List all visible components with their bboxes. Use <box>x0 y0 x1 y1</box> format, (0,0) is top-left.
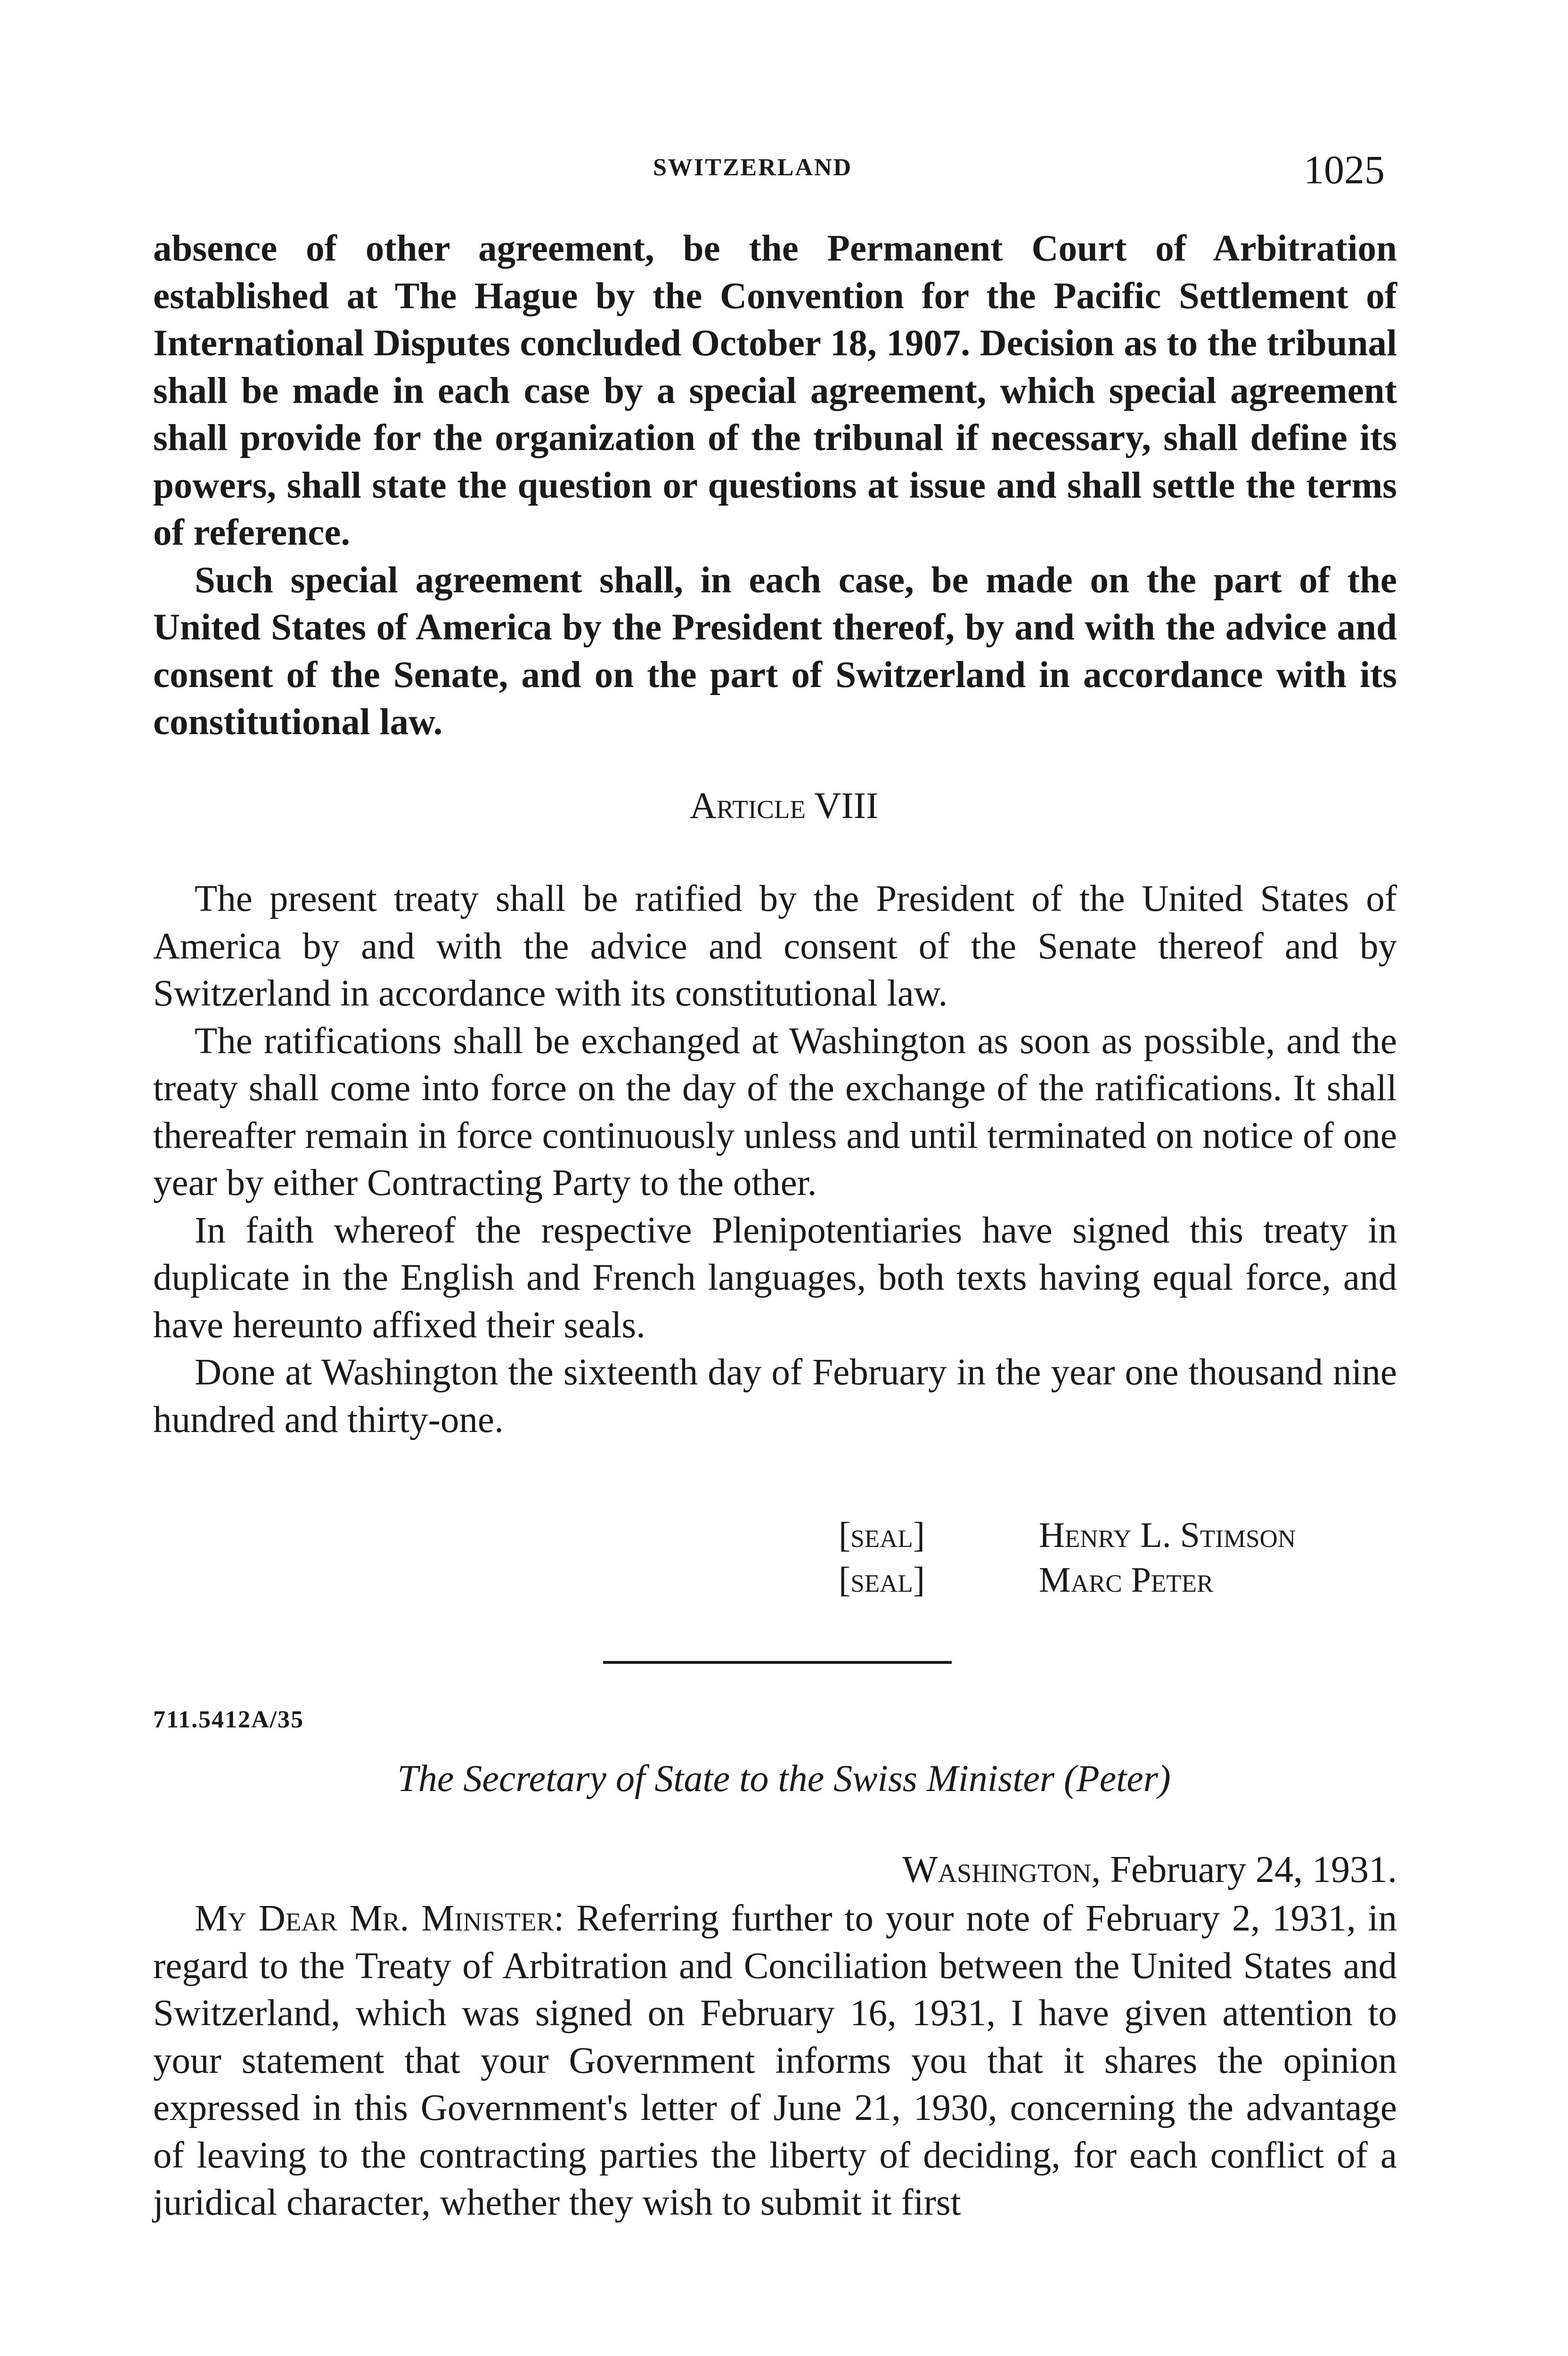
letter-body: Referring further to your note of February 2, 1931, in regard to the Treaty of Arbitration and Conciliation between the United States and Switzerland, which was signed on February 16, 1931, I have given attention to your statement that your Government informs you that it shares the opinion expressed in this Government's letter of June 21, 1930, concerning the advantage of leaving to the contracting parties the liberty of deciding, for each conflict of a juridical character, whether they wish to submit it first <box>153 1898 1397 2223</box>
treaty-text-top <box>153 225 1397 746</box>
paragraph-ratification: The present treaty shall be ratified by the President of the United States of America by and with the advice and consent of the Senate thereof and by Switzerland in accordance with its constitutional law. <box>153 878 1397 1014</box>
signatory-name: Marc Peter <box>1039 1560 1214 1600</box>
paragraph-continuation: absence of other agreement, be the Permanent Court of Arbitration established at The Hague by the Convention for the Pacific Settlement of International Disputes concluded October 18, 1907. Decision as to the tribunal shall be made in each case by a special agreement, which special agreement shall provide for the organization of the tribunal if necessary, shall define its powers, shall state the question or questions at issue and shall settle the terms of reference. <box>153 228 1397 553</box>
salutation: My Dear Mr. Minister: <box>195 1898 564 1939</box>
signatory-name: Henry L. Stimson <box>1039 1515 1296 1555</box>
running-head <box>0 147 1568 192</box>
section-divider <box>603 1661 952 1664</box>
seal-label: [seal] <box>839 1515 925 1555</box>
paragraph-special-agreement: Such special agreement shall, in each case, be made on the part of the United States of America by the President thereof, by and with the advice and consent of the Senate, and on the part of Switzerland in accordance with its constitutional law. <box>153 559 1397 743</box>
signature-row <box>839 1515 925 1556</box>
letter-text <box>153 1895 1397 2227</box>
file-number: 711.5412A/35 <box>153 1706 304 1733</box>
paragraph-in-faith: In faith whereof the respective Plenipotentiaries have signed this treaty in duplicate in the English and French languages, both texts having equal force, and have hereunto affixed their seals. <box>153 1210 1397 1346</box>
letter-paragraph <box>153 1895 1397 2227</box>
running-title: SWITZERLAND <box>653 154 853 181</box>
page-number: 1025 <box>1304 147 1385 192</box>
article-text <box>153 875 1397 1444</box>
signature-row <box>839 1560 925 1601</box>
seal-label: [seal] <box>839 1560 925 1600</box>
dateline-date: , February 24, 1931. <box>1091 1849 1397 1890</box>
paragraph-done-at: Done at Washington the sixteenth day of February in the year one thousand nine hundred and thirty-one. <box>153 1352 1397 1440</box>
paragraph-exchange: The ratifications shall be exchanged at Washington as soon as possible, and the treaty shall come into force on the day of the exchange of the ratifications. It shall thereafter remain in force continuously unless and until terminated on notice of one year by either Contracting Party to the other. <box>153 1020 1397 1203</box>
document-title: The Secretary of State to the Swiss Minister (Peter) <box>397 1758 1171 1800</box>
dateline <box>801 1849 1397 1891</box>
dateline-place: Washington <box>902 1849 1092 1890</box>
article-heading: Article VIII <box>689 785 879 826</box>
